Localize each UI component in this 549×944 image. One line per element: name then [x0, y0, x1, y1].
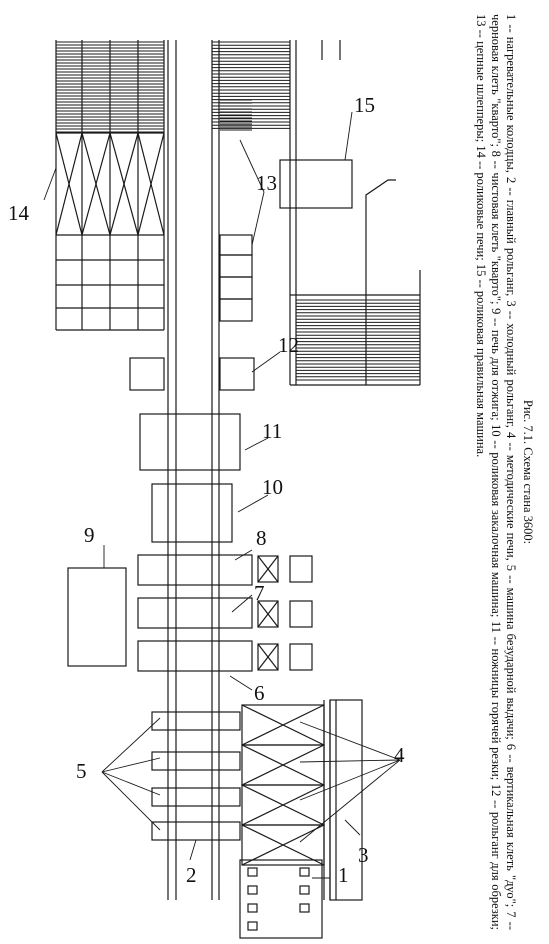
label-10: 10 — [262, 475, 283, 499]
figure-title: Рис. 7.1. Схема стана 3600: — [521, 399, 535, 545]
label-6: 6 — [254, 681, 265, 705]
methodical-furnaces — [242, 705, 324, 865]
label-13: 13 — [256, 171, 277, 195]
rolling-stands — [138, 555, 312, 671]
callout-labels — [8, 93, 405, 887]
figure-legend: 1 -- нагревательные колодцы, 2 -- главный рольганг, 3 -- холодный рольганг, 4 -- методические печи, 5 -- машина безударной выдачи; 6 -- вертикальная клеть "дуо"; 7 -- черновая клеть "кварто"; 8 -- чистовая клеть "кварто"; 9 -- печь для отжига; 10 -- роликовая закалочная машина; 11 -- ножницы горячей резки; 12 -- рольганг для обрезки; 13 -- цепные шлепперы; 14 -- роликовые печи; 15 -- роликовая правильная машина. — [474, 14, 518, 930]
trimming-table — [130, 358, 254, 390]
leader-lines — [44, 112, 400, 878]
label-8: 8 — [256, 526, 267, 550]
label-12: 12 — [278, 333, 299, 357]
label-9: 9 — [84, 523, 95, 547]
label-1: 1 — [338, 863, 349, 887]
pusher-machines — [152, 712, 240, 840]
label-15: 15 — [354, 93, 375, 117]
annealing-furnace — [68, 568, 126, 666]
straightening-machine — [280, 160, 352, 208]
label-4: 4 — [394, 743, 405, 767]
label-7: 7 — [254, 581, 265, 605]
soaking-pits — [240, 860, 322, 938]
hot-shears — [140, 414, 240, 470]
label-14: 14 — [8, 201, 29, 225]
label-11: 11 — [262, 419, 283, 443]
label-5: 5 — [76, 759, 87, 783]
figure-caption — [445, 14, 535, 930]
quenching-machine — [152, 484, 232, 542]
chain-transfers — [220, 235, 252, 321]
right-rails — [280, 40, 420, 385]
label-2: 2 — [186, 863, 197, 887]
label-3: 3 — [358, 843, 369, 867]
